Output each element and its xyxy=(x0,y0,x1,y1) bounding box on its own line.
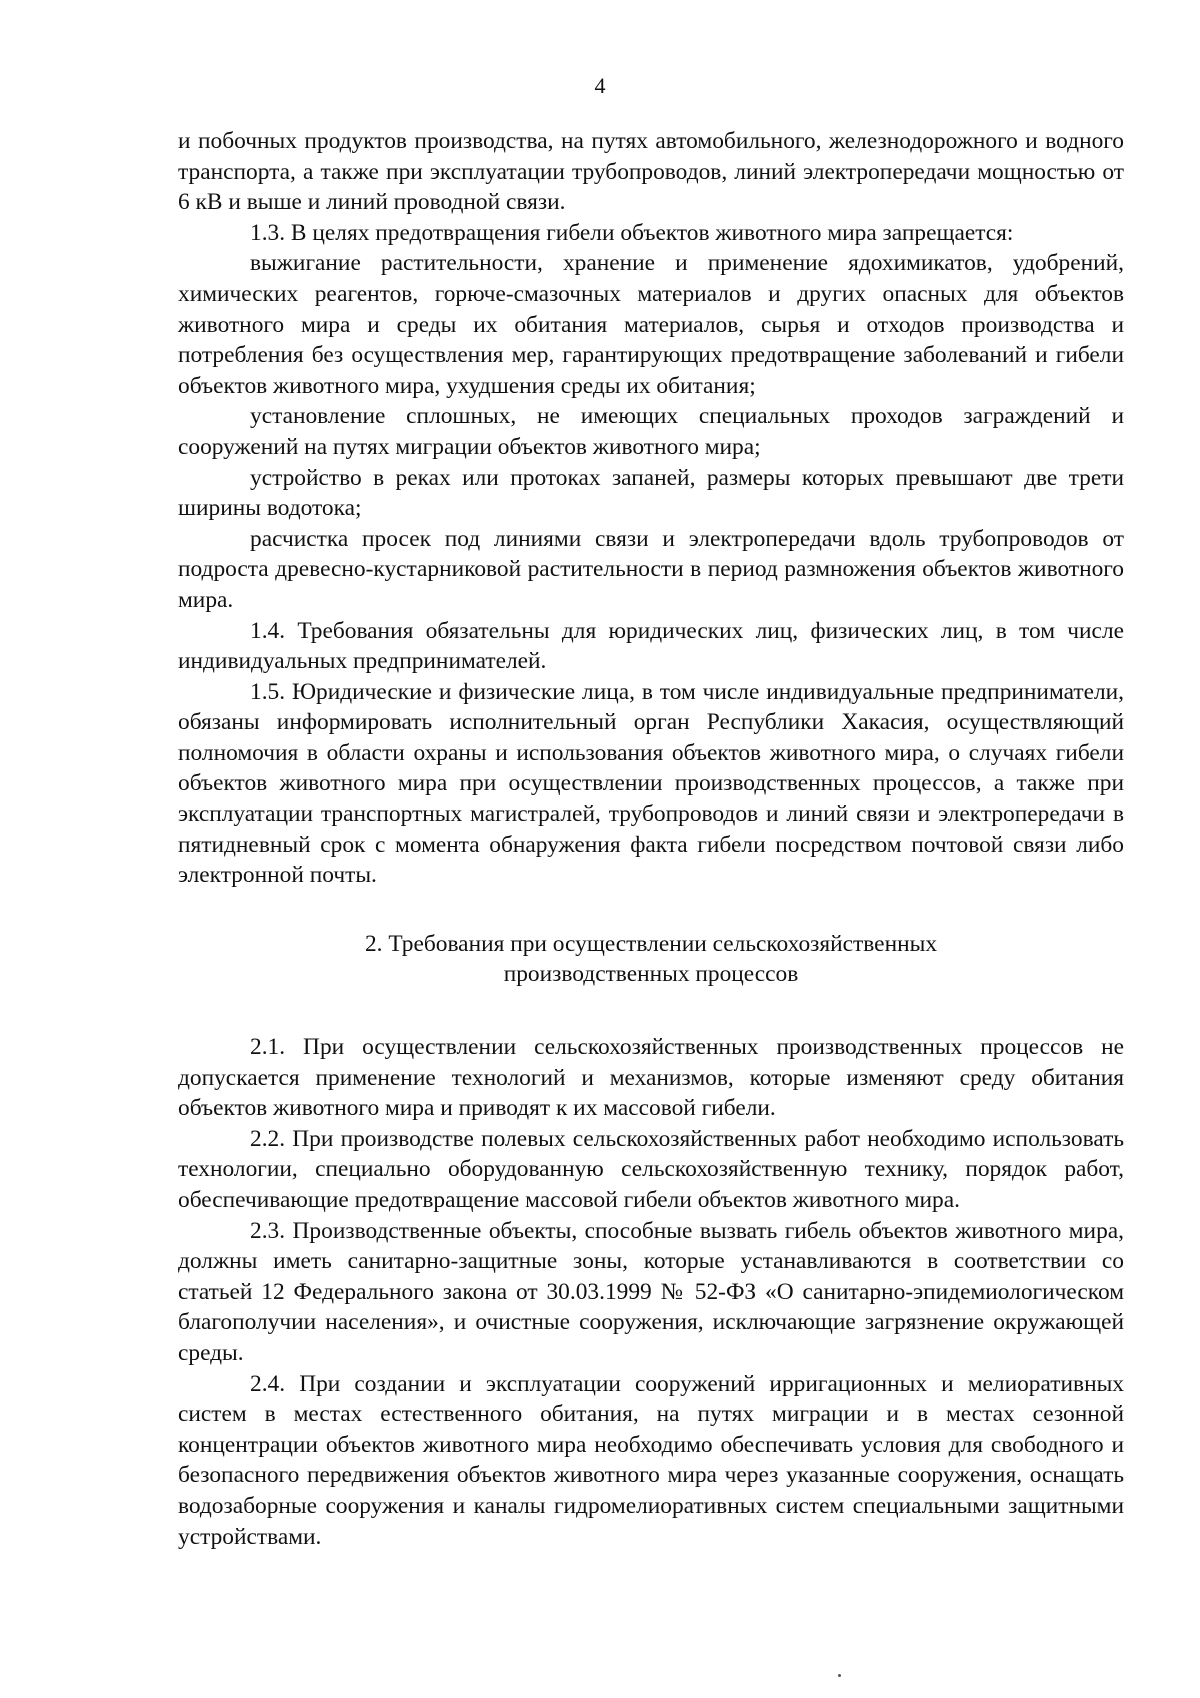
paragraph-1-3: 1.3. В целях предотвращения гибели объектов животного мира запрещается: xyxy=(250,219,1014,246)
paragraph-continuation: и побочных продуктов производства, на путях автомобильного, железнодорожного и водного транспорта, а также при эксплуатации трубопроводов, линий электропередачи мощностью от 6 кВ и выше и линий проводной связи. xyxy=(178,128,1124,216)
paragraph-2-3: 2.3. Производственные объекты, способные вызвать гибель объектов животного мира, должны иметь санитарно-защитные зоны, которые устанавливаются в соответствии со статьей 12 Федерального закона от 30.03.1999 № 52-ФЗ «О санитарно-эпидемиологическом благополучии населения», и очистные сооружения, исключающие загрязнение окружающей среды. xyxy=(178,1217,1124,1366)
document-body xyxy=(178,126,1124,1552)
paragraph-1-5: 1.5. Юридические и физические лица, в том числе индивидуальные предприниматели, обязаны информировать исполнительный орган Республики Хакасия, осуществляющий полномочия в области охраны и использования объектов животного мира, о случаях гибели объектов животного мира при осуществлении производственных процессов, а также при эксплуатации транспортных магистралей, трубопроводов и линий связи и электропередачи в пятидневный срок с момента обнаружения факта гибели посредством почтовой связи либо электронной почты. xyxy=(178,678,1124,889)
paragraph-2-1: 2.1. При осуществлении сельскохозяйственных производственных процессов не допускается применение технологий и механизмов, которые изменяют среду обитания объектов животного мира и приводят к их массовой гибели. xyxy=(178,1034,1124,1122)
paragraph-1-4: 1.4. Требования обязательны для юридических лиц, физических лиц, в том числе индивидуальных предпринимателей. xyxy=(178,617,1124,675)
prohibition-item: расчистка просек под линиями связи и электропередачи вдоль трубопроводов от подроста древесно-кустарниковой растительности в период размножения объектов животного мира. xyxy=(178,525,1124,613)
prohibition-item: установление сплошных, не имеющих специальных проходов заграждений и сооружений на путях миграции объектов животного мира; xyxy=(178,403,1124,460)
section-heading-line: производственных процессов xyxy=(503,961,799,988)
scan-speck xyxy=(838,1674,841,1677)
paragraph-2-4: 2.4. При создании и эксплуатации сооружений ирригационных и мелиоративных систем в местах естественного обитания, на путях миграции и в местах сезонной концентрации объектов животного мира необходимо обеспечивать условия для свободного и безопасного передвижения объектов животного мира через указанные сооружения, оснащать водозаборные сооружения и каналы гидромелиоративных систем специальными защитными устройствами. xyxy=(178,1370,1124,1550)
prohibition-item: выжигание растительности, хранение и применение ядохимикатов, удобрений, химических реагентов, горюче-смазочных материалов и других опасных для объектов животного мира и среды их обитания материалов, сырья и отходов производства и потребления без осуществления мер, гарантирующих предотвращение заболеваний и гибели объектов животного мира, ухудшения среды их обитания; xyxy=(178,250,1124,399)
prohibition-item: устройство в реках или протоках запаней, размеры которых превышают две трети ширины водотока; xyxy=(178,464,1124,522)
section-heading-line: 2. Требования при осуществлении сельскохозяйственных xyxy=(364,930,938,957)
section-heading xyxy=(178,929,1124,990)
page-number: 4 xyxy=(594,73,606,98)
paragraph-2-2: 2.2. При производстве полевых сельскохозяйственных работ необходимо использовать технологии, специально оборудованную сельскохозяйственную технику, порядок работ, обеспечивающие предотвращение массовой гибели объектов животного мира. xyxy=(178,1125,1124,1213)
